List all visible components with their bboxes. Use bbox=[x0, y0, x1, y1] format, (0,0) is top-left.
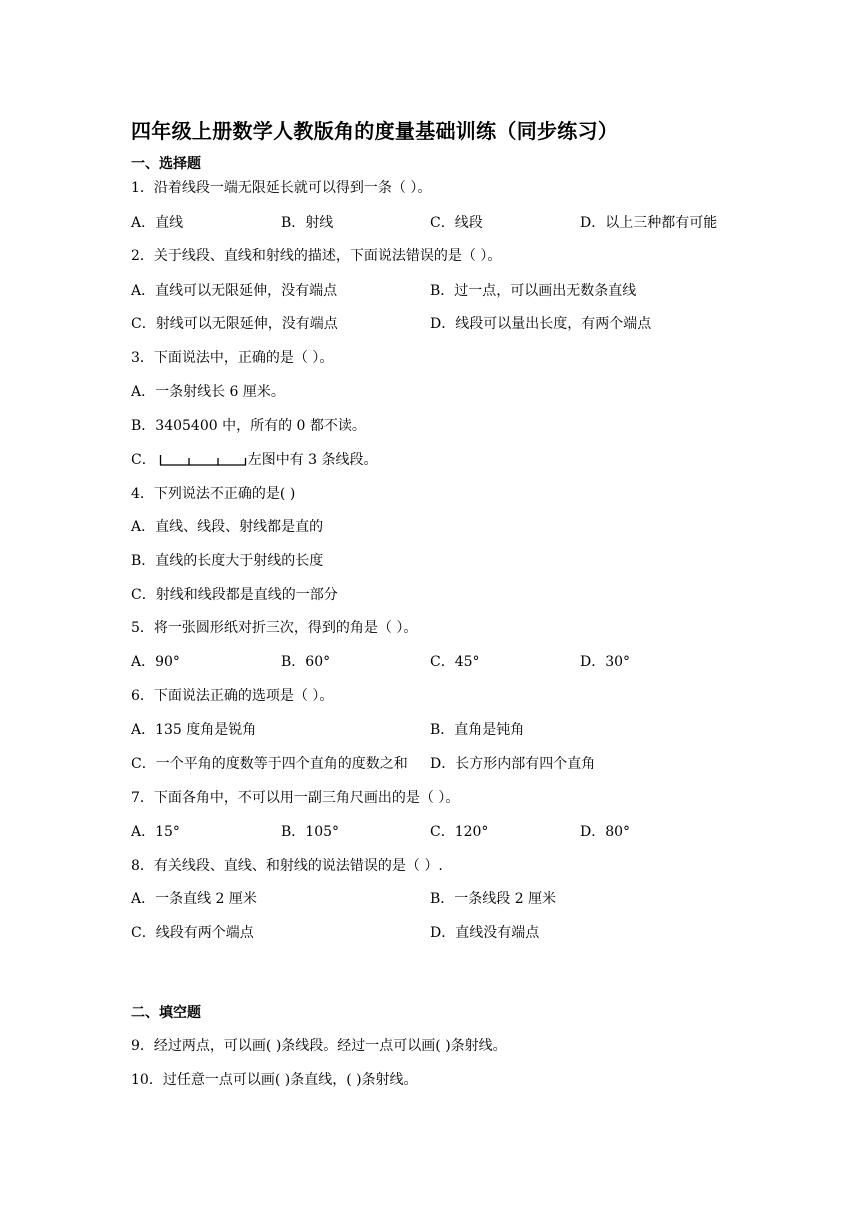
question-4-option-b: B．直线的长度大于射线的长度 bbox=[131, 553, 324, 569]
question-2-option-b: B．过一点，可以画出无数条直线 bbox=[430, 283, 637, 299]
question-5-option-d: D．30° bbox=[580, 654, 631, 670]
question-3-option-c-prefix: C． bbox=[131, 452, 156, 468]
question-8-option-b: B．一条线段 2 厘米 bbox=[430, 891, 557, 907]
question-7-option-a: A．15° bbox=[131, 824, 180, 840]
question-6-option-a: A．135 度角是锐角 bbox=[131, 722, 257, 738]
question-6-option-b: B．直角是钝角 bbox=[430, 722, 525, 738]
question-1-option-a: A．直线 bbox=[131, 215, 184, 231]
question-2-option-d: D．线段可以量出长度，有两个端点 bbox=[430, 316, 652, 332]
question-8-option-d: D．直线没有端点 bbox=[430, 925, 540, 941]
question-8-stem: 8．有关线段、直线、和射线的说法错误的是（ ）. bbox=[131, 858, 443, 874]
question-6-stem: 6．下面说法正确的选项是（ ）。 bbox=[131, 688, 334, 704]
question-5-option-a: A．90° bbox=[131, 654, 180, 670]
question-7-option-c: C．120° bbox=[430, 824, 489, 840]
question-1-stem: 1．沿着线段一端无限延长就可以得到一条（ ）。 bbox=[131, 180, 432, 196]
question-3-option-c bbox=[131, 450, 378, 470]
question-8-option-a: A．一条直线 2 厘米 bbox=[131, 891, 257, 907]
question-4-stem: 4．下列说法不正确的是( ) bbox=[131, 486, 296, 502]
question-2-option-a: A．直线可以无限延伸，没有端点 bbox=[131, 283, 338, 299]
line-segment-figure bbox=[159, 453, 247, 467]
question-4-option-c: C．射线和线段都是直线的一部分 bbox=[131, 587, 338, 603]
question-4-option-a: A．直线、线段、射线都是直的 bbox=[131, 519, 324, 535]
worksheet-title: 四年级上册数学人教版角的度量基础训练（同步练习） bbox=[131, 119, 619, 143]
question-5-option-b: B．60° bbox=[281, 654, 331, 670]
question-3-stem: 3．下面说法中，正确的是（ ）。 bbox=[131, 350, 334, 366]
question-3-option-c-text: 左图中有 3 条线段。 bbox=[247, 452, 378, 468]
section-heading-fill-in: 二、填空题 bbox=[131, 1005, 201, 1021]
question-2-stem: 2．关于线段、直线和射线的描述，下面说法错误的是（ ）。 bbox=[131, 248, 502, 264]
question-5-option-c: C．45° bbox=[430, 654, 480, 670]
question-5-stem: 5．将一张圆形纸对折三次，得到的角是（ ）。 bbox=[131, 620, 418, 636]
question-7-option-b: B．105° bbox=[281, 824, 340, 840]
question-10: 10．过任意一点可以画( )条直线，( )条射线。 bbox=[131, 1072, 418, 1088]
question-8-option-c: C．线段有两个端点 bbox=[131, 925, 254, 941]
question-1-option-b: B．射线 bbox=[281, 215, 334, 231]
section-heading-choice: 一、选择题 bbox=[131, 156, 201, 172]
question-1-option-d: D．以上三种都有可能 bbox=[580, 215, 718, 231]
question-6-option-d: D．长方形内部有四个直角 bbox=[430, 756, 596, 772]
question-7-stem: 7．下面各角中，不可以用一副三角尺画出的是（ ）。 bbox=[131, 790, 460, 806]
question-3-option-b: B．3405400 中，所有的 0 都不读。 bbox=[131, 418, 366, 434]
question-2-option-c: C．射线可以无限延伸，没有端点 bbox=[131, 316, 338, 332]
question-1-option-c: C．线段 bbox=[430, 215, 483, 231]
question-9: 9．经过两点，可以画( )条线段。经过一点可以画( )条射线。 bbox=[131, 1038, 507, 1054]
question-7-option-d: D．80° bbox=[580, 824, 631, 840]
question-3-option-a: A．一条射线长 6 厘米。 bbox=[131, 384, 285, 400]
question-6-option-c: C．一个平角的度数等于四个直角的度数之和 bbox=[131, 756, 408, 772]
